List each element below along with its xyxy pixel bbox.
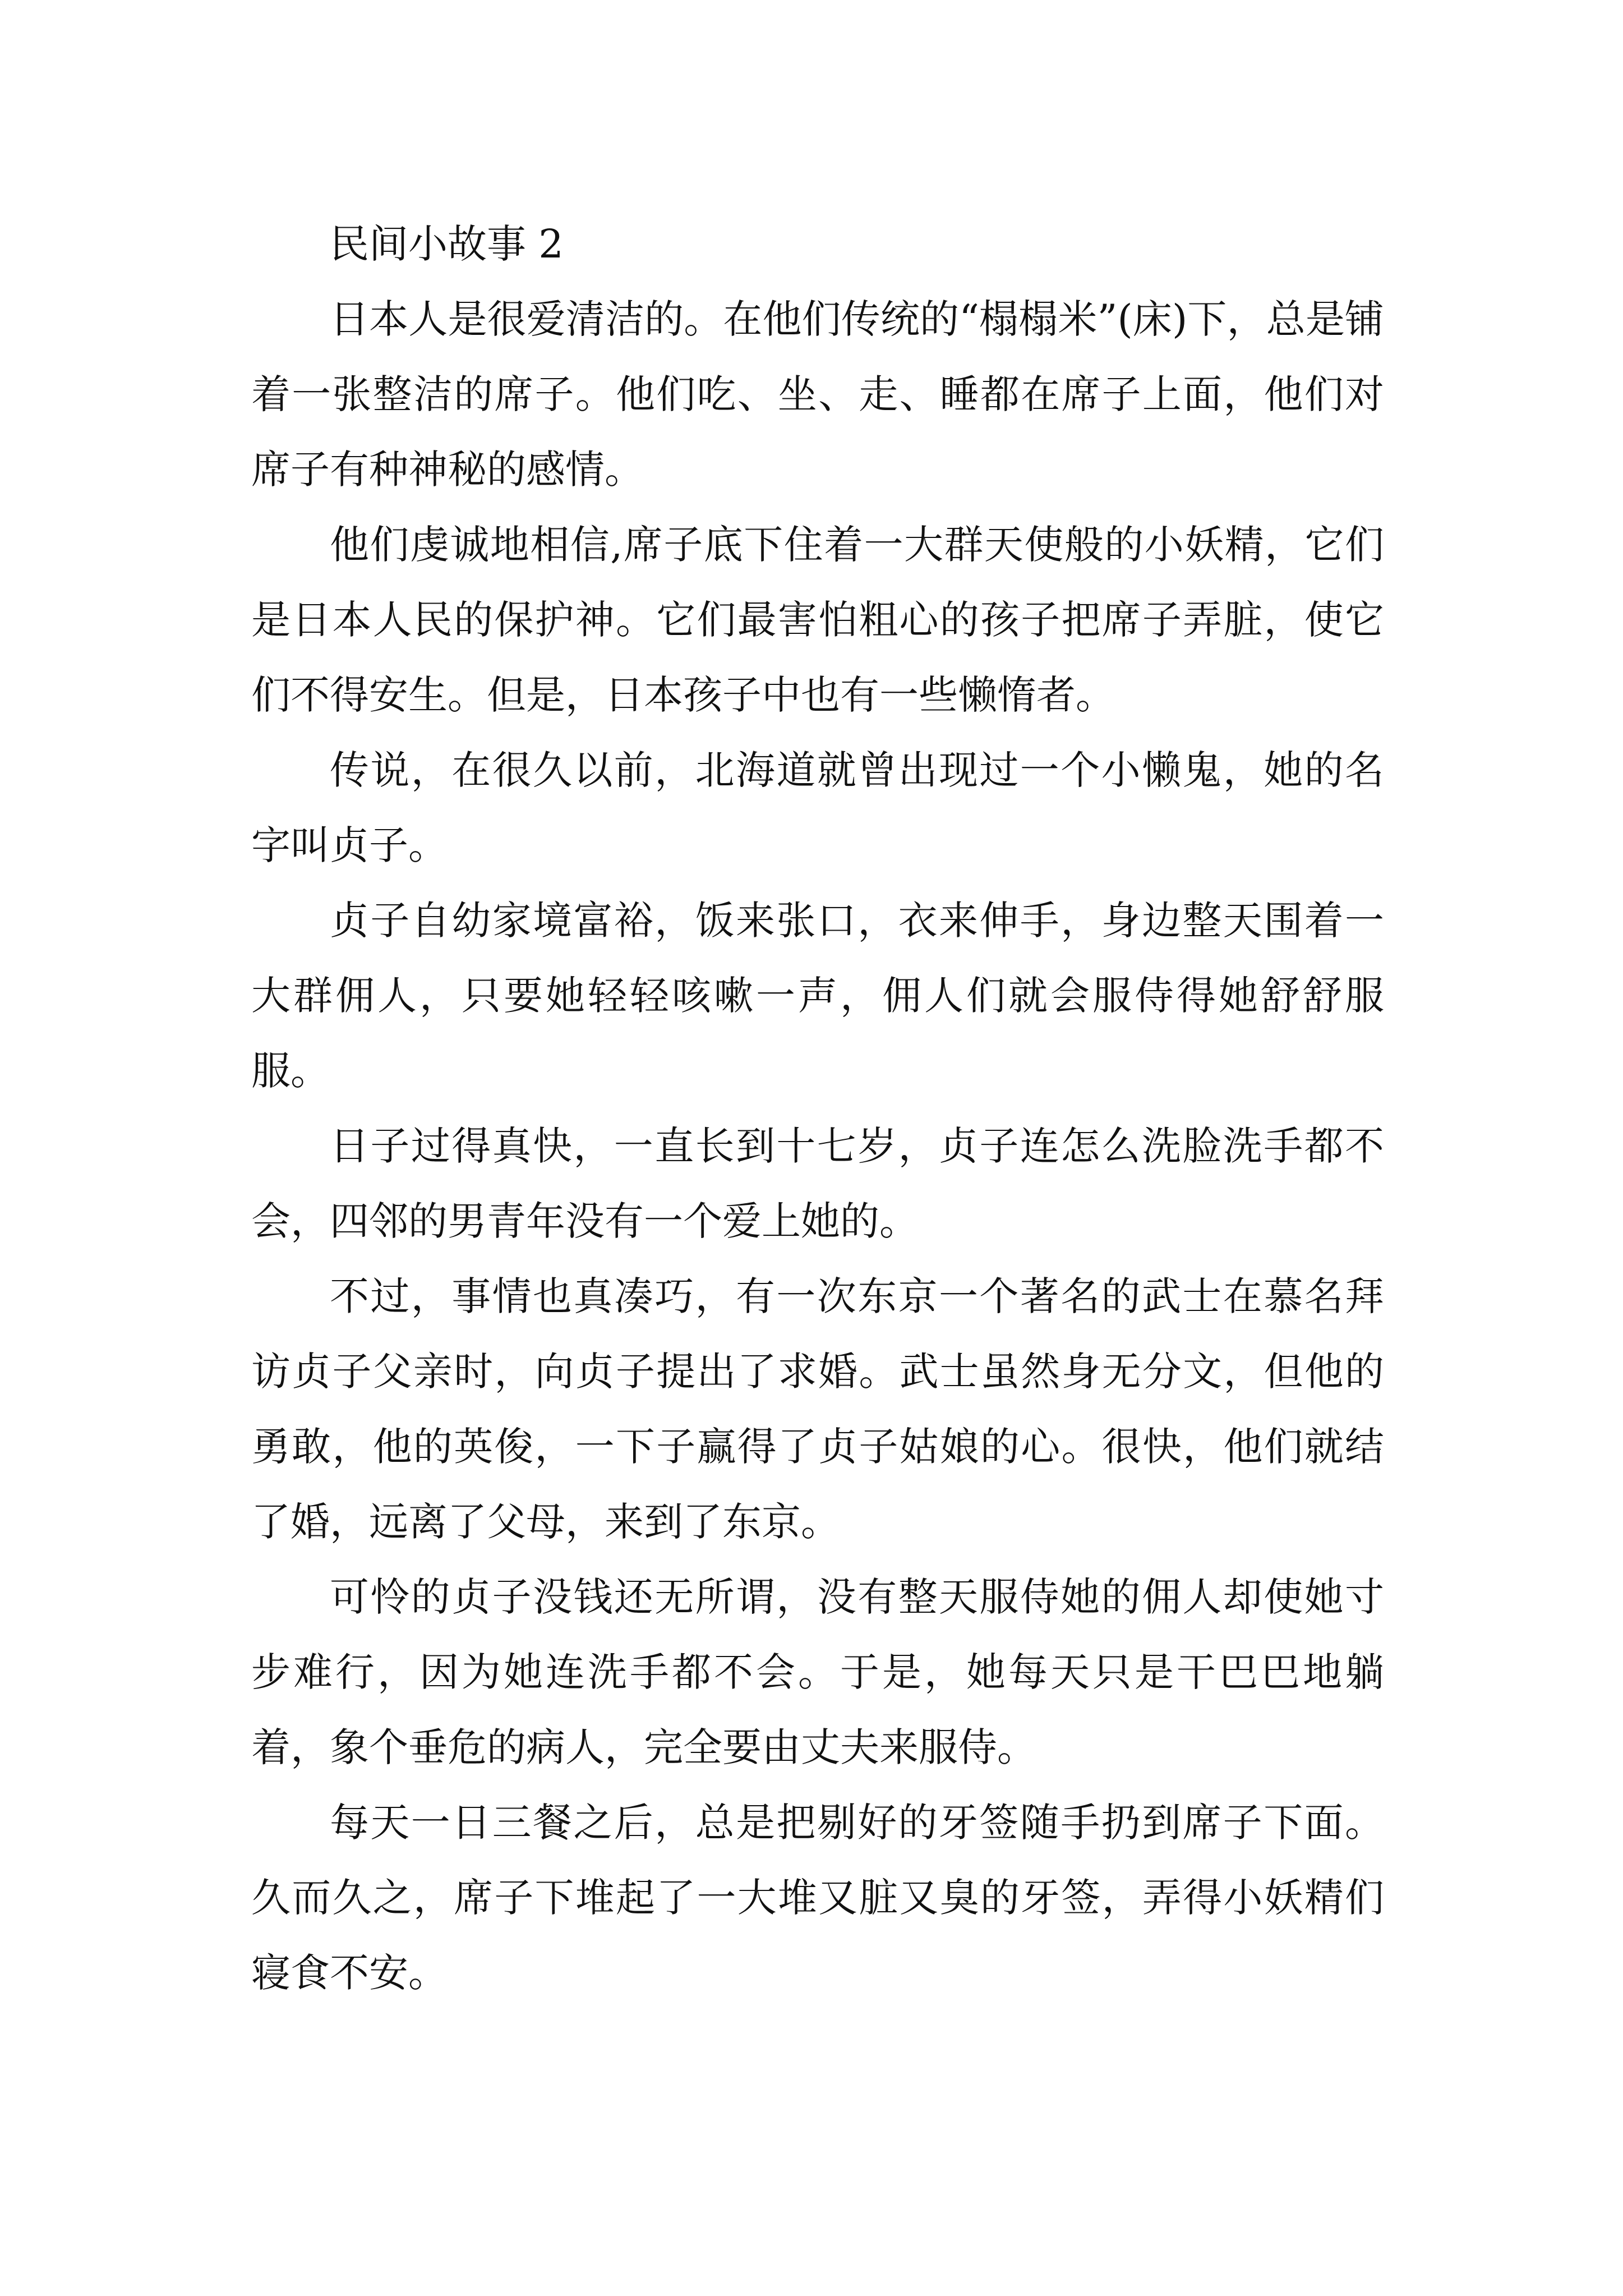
story-title: 民间小故事 2 — [330, 221, 564, 267]
paragraph-3: 传说，在很久以前，北海道就曾出现过一个小懒鬼，她的名字叫贞子。 — [251, 747, 1384, 868]
paragraph-2: 他们虔诚地相信,席子底下住着一大群天使般的小妖精，它们是日本人民的保护神。它们最害怕粗心的孩子把席子弄脏，使它们不得安生。但是，日本孩子中也有一些懒惰者。 — [251, 522, 1384, 718]
paragraph-5: 日子过得真快，一直长到十七岁，贞子连怎么洗脸洗手都不会，四邻的男青年没有一个爱上她的。 — [251, 1123, 1384, 1244]
paragraph-7: 可怜的贞子没钱还无所谓，没有整天服侍她的佣人却使她寸步难行，因为她连洗手都不会。于是，她每天只是干巴巴地躺着，象个垂危的病人，完全要由丈夫来服侍。 — [251, 1574, 1384, 1770]
document-body — [251, 206, 1384, 2010]
paragraph-6: 不过，事情也真凑巧，有一次东京一个著名的武士在慕名拜访贞子父亲时，向贞子提出了求婚。武士虽然身无分文，但他的勇敢，他的英俊，一下子赢得了贞子姑娘的心。很快，他们就结了婚，远离了父母，来到了东京。 — [251, 1273, 1384, 1545]
paragraph-8: 每天一日三餐之后，总是把剔好的牙签随手扔到席子下面。久而久之，席子下堆起了一大堆又脏又臭的牙签，弄得小妖精们寝食不安。 — [251, 1800, 1384, 1996]
paragraph-4: 贞子自幼家境富裕，饭来张口，衣来伸手，身边整天围着一大群佣人，只要她轻轻咳嗽一声，佣人们就会服侍得她舒舒服服。 — [251, 898, 1384, 1094]
paragraph-1: 日本人是很爱清洁的。在他们传统的“榻榻米”(床)下，总是铺着一张整洁的席子。他们吃、坐、走、睡都在席子上面，他们对席子有种神秘的感情。 — [251, 296, 1384, 493]
